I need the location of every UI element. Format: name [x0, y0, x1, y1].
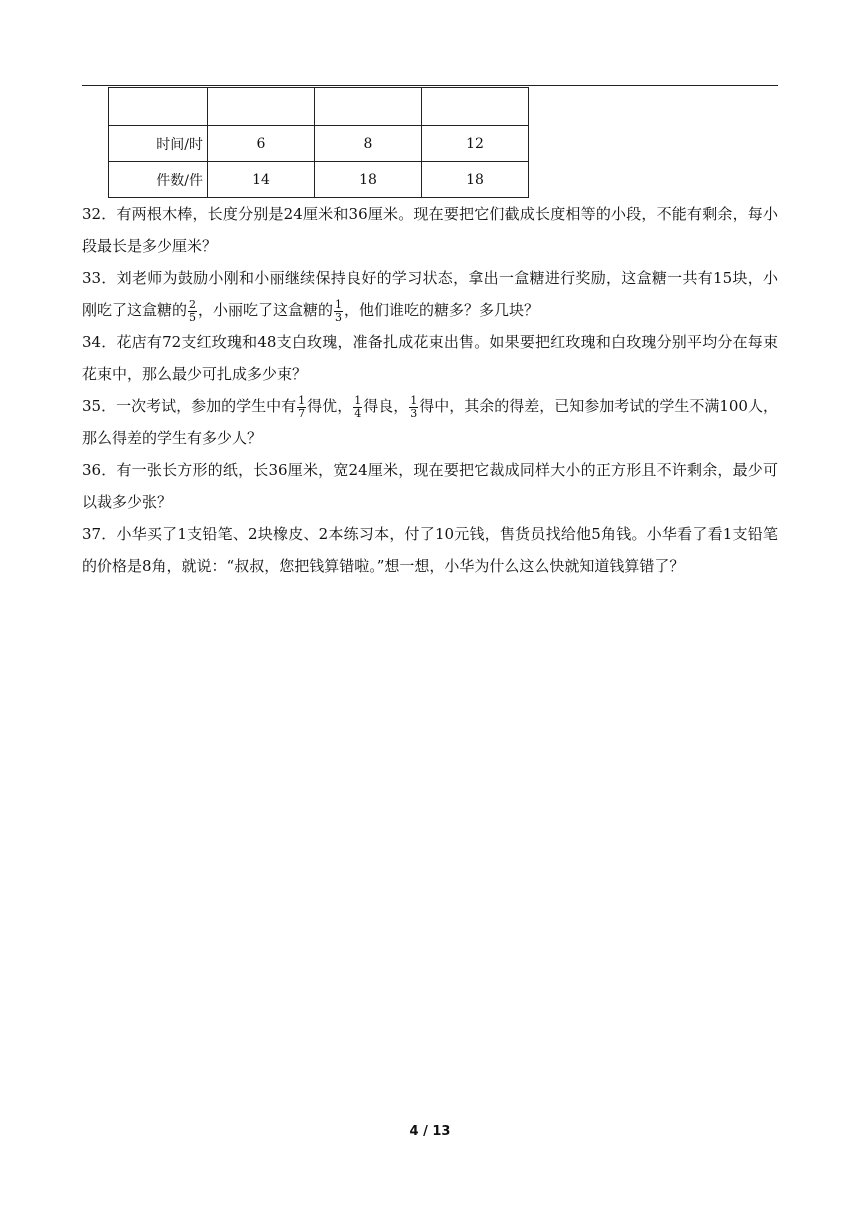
table-cell: [315, 88, 422, 126]
table-cell: 12: [422, 126, 529, 162]
fraction: [353, 395, 362, 420]
fraction: [409, 395, 418, 420]
fraction: [188, 299, 197, 324]
question-37: 37．小华买了1支铅笔、2块橡皮、2本练习本，付了10元钱，售货员找给他5角钱。小华看了看1支铅笔的价格是8角，就说：“叔叔，您把钱算错啦。”想一想，小华为什么这么快就知道钱算错了？: [82, 525, 778, 575]
question-text: 得良，: [363, 397, 409, 415]
header-rule: [82, 85, 778, 86]
table-cell: [422, 88, 529, 126]
question-text: 得中，其余的得差，已知参加考试的学生不满100人，那么得差的学生有多少人？: [82, 397, 778, 447]
denominator: 3: [410, 406, 418, 420]
table-cell: 14: [208, 162, 315, 198]
question-33: [82, 262, 778, 326]
table-cell: 18: [422, 162, 529, 198]
table-cell: 18: [315, 162, 422, 198]
table-cell: [208, 88, 315, 126]
page-number: 4 / 13: [409, 1124, 451, 1139]
question-text: ，他们谁吃的糖多？多几块？: [344, 301, 540, 319]
fraction: [334, 299, 343, 324]
numerator: 1: [354, 393, 362, 407]
denominator: 4: [354, 406, 362, 420]
question-32: 32．有两根木棒，长度分别是24厘米和36厘米。现在要把它们截成长度相等的小段，不能有剩余，每小段最长是多少厘米？: [82, 205, 778, 255]
numerator: 2: [189, 297, 197, 311]
question-36: 36．有一张长方形的纸，长36厘米，宽24厘米，现在要把它裁成同样大小的正方形且不许剩余，最少可以裁多少张？: [82, 461, 778, 511]
question-text: 33．刘老师为鼓励小刚和小丽继续保持良好的学习状态，拿出一盒糖进行奖励，这盒糖一共有15块，小刚吃了这盒糖的: [82, 269, 778, 319]
question-text: 得优，: [307, 397, 353, 415]
table-row: [109, 162, 529, 198]
question-list: [82, 198, 778, 582]
row-label: 时间/时: [109, 126, 208, 162]
numerator: 1: [335, 297, 343, 311]
numerator: 1: [298, 393, 306, 407]
table-header-row: [109, 88, 529, 126]
fraction: [297, 395, 306, 420]
table-cell: 8: [315, 126, 422, 162]
denominator: 7: [298, 406, 306, 420]
question-34: 34．花店有72支红玫瑰和48支白玫瑰，准备扎成花束出售。如果要把红玫瑰和白玫瑰分别平均分在每束花束中，那么最少可扎成多少束？: [82, 333, 778, 383]
question-text: ，小丽吃了这盒糖的: [198, 301, 334, 319]
table-cell: [109, 88, 208, 126]
denominator: 3: [335, 310, 343, 324]
row-label: 件数/件: [109, 162, 208, 198]
table-cell: 6: [208, 126, 315, 162]
question-text: 35．一次考试，参加的学生中有: [82, 397, 297, 415]
denominator: 5: [189, 310, 197, 324]
table-row: [109, 126, 529, 162]
question-35: [82, 390, 778, 454]
numerator: 1: [410, 393, 418, 407]
data-table: [108, 87, 529, 198]
